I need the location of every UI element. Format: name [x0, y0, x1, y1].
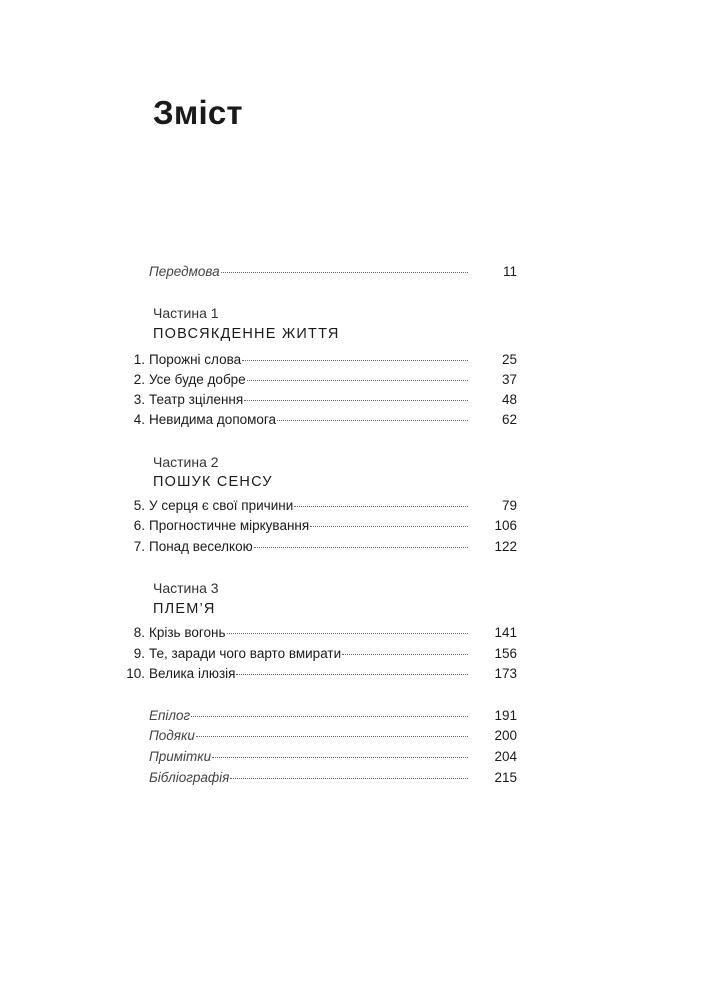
toc-entry-bibliography[interactable]: [120, 770, 517, 790]
dot-leader: [191, 716, 468, 717]
toc-entry-chapter[interactable]: [120, 352, 517, 372]
toc-entry-chapter[interactable]: [120, 666, 517, 686]
toc-entry-title: Усе буде добре: [149, 372, 246, 387]
toc-entry-page: 79: [501, 498, 517, 513]
dot-leader: [247, 380, 468, 381]
toc-entry-preface[interactable]: [120, 264, 517, 284]
toc-entry-title: Прогностичне міркування: [149, 518, 310, 533]
toc-entry-notes[interactable]: [120, 749, 517, 769]
toc-entry-title: Велика ілюзія: [149, 666, 236, 681]
toc-entry-page: 200: [494, 728, 517, 743]
part-title: ПОШУК СЕНСУ: [153, 474, 273, 490]
dot-leader: [236, 674, 468, 675]
part-title: ПОВСЯКДЕННЕ ЖИТТЯ: [153, 326, 340, 342]
toc-entry-title: Подяки: [149, 728, 195, 743]
chapter-number: 5.: [133, 498, 145, 513]
dot-leader: [227, 633, 469, 634]
page-title: Зміст: [153, 94, 243, 131]
chapter-number: 8.: [133, 625, 145, 640]
toc-entry-title: Примітки: [149, 749, 212, 764]
toc-entry-chapter[interactable]: [120, 412, 517, 432]
chapter-number: 4.: [133, 412, 145, 427]
toc-entry-page: 122: [494, 539, 517, 554]
toc-entry-chapter[interactable]: [120, 392, 517, 412]
toc-entry-acknowledgements[interactable]: [120, 728, 517, 748]
dot-leader: [221, 272, 468, 273]
table-of-contents: [120, 0, 520, 1000]
toc-entry-chapter[interactable]: [120, 372, 517, 392]
dot-leader: [196, 736, 468, 737]
toc-entry-page: 106: [494, 518, 517, 533]
toc-entry-chapter[interactable]: [120, 498, 517, 518]
toc-entry-chapter[interactable]: [120, 518, 517, 538]
dot-leader: [277, 420, 468, 421]
dot-leader: [254, 547, 468, 548]
part-title: ПЛЕМ’Я: [153, 601, 216, 617]
toc-entry-chapter[interactable]: [120, 625, 517, 645]
toc-entry-title: Невидима допомога: [149, 412, 277, 427]
chapter-number: 3.: [133, 392, 145, 407]
toc-entry-chapter[interactable]: [120, 539, 517, 559]
toc-entry-page: 62: [501, 412, 517, 427]
toc-entry-title: Передмова: [149, 264, 220, 279]
dot-leader: [342, 654, 468, 655]
toc-entry-title: Порожні слова: [149, 352, 242, 367]
toc-entry-page: 25: [501, 352, 517, 367]
toc-entry-page: 48: [501, 392, 517, 407]
part-label: Частина 1: [153, 305, 219, 321]
toc-entry-title: Бібліографія: [149, 770, 230, 785]
toc-entry-epilogue[interactable]: [120, 708, 517, 728]
toc-entry-page: 215: [494, 770, 517, 785]
toc-entry-title: Епілог: [149, 708, 191, 723]
toc-entry-page: 141: [494, 625, 517, 640]
toc-entry-title: Крізь вогонь: [149, 625, 226, 640]
toc-entry-page: 156: [494, 646, 517, 661]
toc-entry-title: Те, заради чого варто вмирати: [149, 646, 342, 661]
dot-leader: [294, 506, 468, 507]
toc-entry-title: У серця є свої причини: [149, 498, 294, 513]
chapter-number: 7.: [133, 539, 145, 554]
dot-leader: [244, 400, 468, 401]
toc-entry-page: 11: [502, 264, 517, 279]
chapter-number: 9.: [133, 646, 145, 661]
toc-entry-page: 173: [494, 666, 517, 681]
dot-leader: [310, 526, 468, 527]
dot-leader: [242, 360, 468, 361]
chapter-number: 1.: [133, 352, 145, 367]
part-label: Частина 3: [153, 580, 219, 596]
toc-entry-title: Театр зцілення: [149, 392, 244, 407]
toc-entry-page: 37: [501, 372, 517, 387]
chapter-number: 6.: [133, 518, 145, 533]
chapter-number: 2.: [133, 372, 145, 387]
chapter-number: 10.: [126, 666, 145, 681]
toc-entry-chapter[interactable]: [120, 646, 517, 666]
toc-entry-title: Понад веселкою: [149, 539, 253, 554]
dot-leader: [212, 757, 468, 758]
toc-entry-page: 204: [494, 749, 517, 764]
part-label: Частина 2: [153, 454, 219, 470]
dot-leader: [230, 778, 468, 779]
toc-entry-page: 191: [494, 708, 517, 723]
